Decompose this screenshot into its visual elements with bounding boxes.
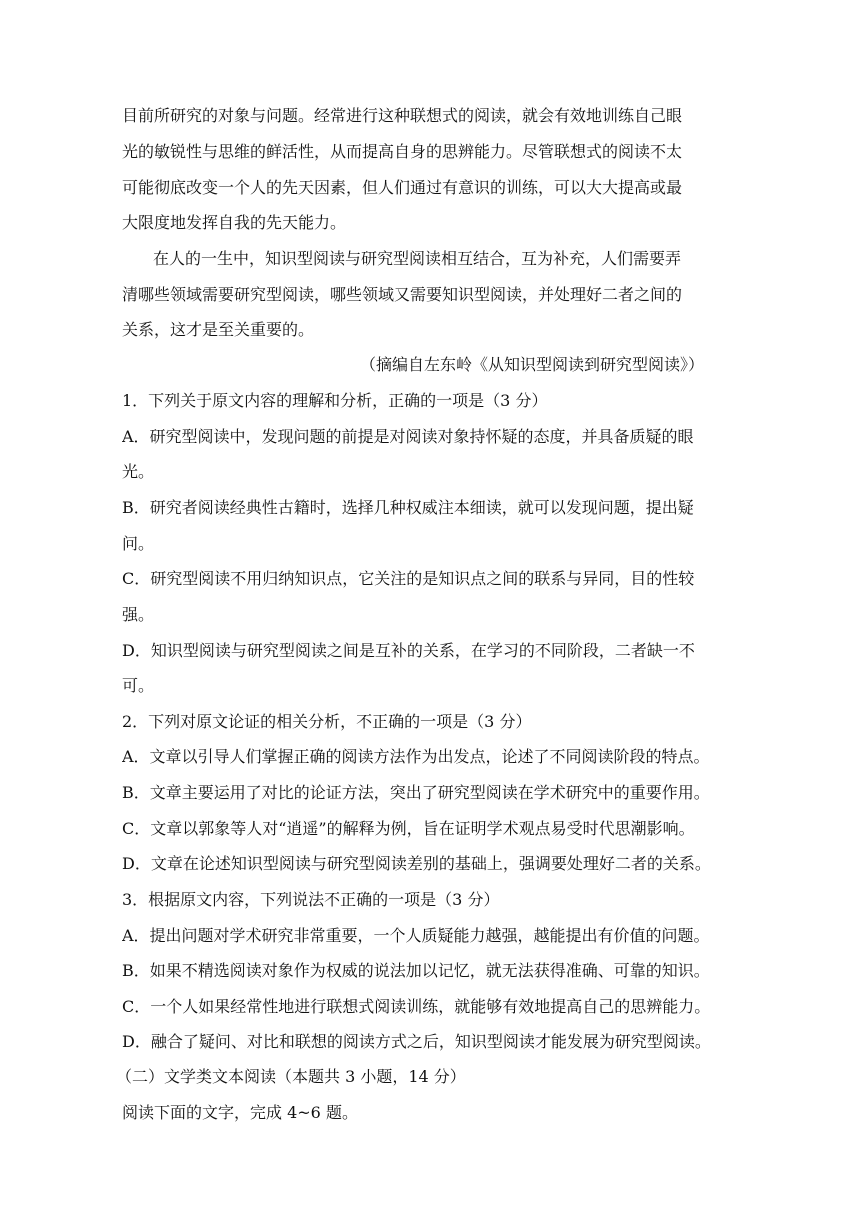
question-3-option-a: A．提出问题对学术研究非常重要，一个人质疑能力越强，越能提出有价值的问题。 xyxy=(122,926,710,945)
question-3-option-c: C．一个人如果经常性地进行联想式阅读训练，就能够有效地提高自己的思辨能力。 xyxy=(122,997,711,1016)
question-3-option-d: D．融合了疑问、对比和联想的阅读方式之后，知识型阅读才能发展为研究型阅读。 xyxy=(122,1032,711,1051)
question-1-option-b: B．研究者阅读经典性古籍时，选择几种权威注本细读，就可以发现问题，提出疑 xyxy=(122,498,694,517)
section-heading: （二）文学类文本阅读（本题共 3 小题，14 分） xyxy=(116,1067,466,1086)
text-line-1: 目前所研究的对象与问题。经常进行这种联想式的阅读，就会有效地训练自己眼 xyxy=(122,106,683,125)
question-3: 3．根据原文内容，下列说法不正确的一项是（3 分） xyxy=(122,890,500,909)
paragraph-line-1: 在人的一生中，知识型阅读与研究型阅读相互结合，互为补充，人们需要弄 xyxy=(153,249,682,268)
question-1-option-c: C．研究型阅读不用归纳知识点，它关注的是知识点之间的联系与异同，目的性较 xyxy=(122,569,695,588)
text-line-2: 光的敏锐性与思维的鲜活性，从而提高自身的思辨能力。尽管联想式的阅读不太 xyxy=(122,142,683,161)
source-note: （摘编自左东岭《从知识型阅读到研究型阅读》） xyxy=(360,355,705,374)
question-2: 2．下列对原文论证的相关分析，不正确的一项是（3 分） xyxy=(122,712,532,731)
question-2-option-c: C．文章以郭象等人对“逍遥”的解释为例，旨在证明学术观点易受时代思潮影响。 xyxy=(122,819,695,838)
question-1-option-b-continuation: 问。 xyxy=(122,534,155,553)
question-1-option-d-continuation: 可。 xyxy=(122,676,155,695)
question-1-option-d: D．知识型阅读与研究型阅读之间是互补的关系，在学习的不同阶段，二者缺一不 xyxy=(122,641,695,660)
question-2-option-a: A．文章以引导人们掌握正确的阅读方法作为出发点，论述了不同阅读阶段的特点。 xyxy=(122,747,710,766)
question-1-option-a-continuation: 光。 xyxy=(122,462,155,481)
question-3-option-b: B．如果不精选阅读对象作为权威的说法加以记忆，就无法获得准确、可靠的知识。 xyxy=(122,961,710,980)
text-line-3: 可能彻底改变一个人的先天因素，但人们通过有意识的训练，可以大大提高或最 xyxy=(122,178,683,197)
reading-instruction: 阅读下面的文字，完成 4~6 题。 xyxy=(122,1103,358,1122)
paragraph-line-3: 关系，这才是至关重要的。 xyxy=(122,320,315,339)
question-1: 1．下列关于原文内容的理解和分析，正确的一项是（3 分） xyxy=(122,391,548,410)
text-line-4: 大限度地发挥自我的先天能力。 xyxy=(122,213,347,232)
paragraph-line-2: 清哪些领域需要研究型阅读，哪些领域又需要知识型阅读，并处理好二者之间的 xyxy=(122,285,683,304)
question-1-option-c-continuation: 强。 xyxy=(122,605,155,624)
question-1-option-a: A．研究型阅读中，发现问题的前提是对阅读对象持怀疑的态度，并具备质疑的眼 xyxy=(122,427,694,446)
question-2-option-d: D．文章在论述知识型阅读与研究型阅读差别的基础上，强调要处理好二者的关系。 xyxy=(122,854,711,873)
question-2-option-b: B．文章主要运用了对比的论证方法，突出了研究型阅读在学术研究中的重要作用。 xyxy=(122,783,710,802)
